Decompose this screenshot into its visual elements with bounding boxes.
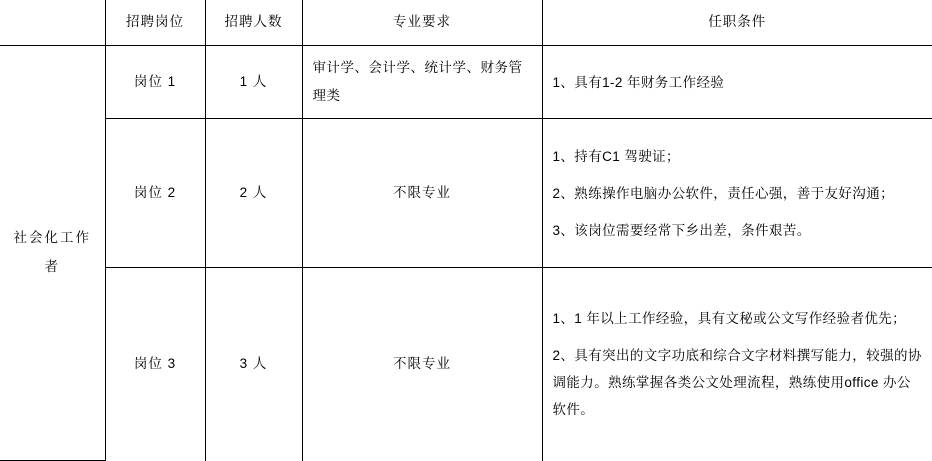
column-header-headcount: 招聘人数 bbox=[205, 0, 302, 45]
table-row bbox=[0, 45, 932, 119]
requirement-item: 2、具有突出的文字功底和综合文字材料撰写能力，较强的协调能力。熟练掌握各类公文处理流程，熟练使用office 办公软件。 bbox=[552, 348, 922, 418]
requirements-cell bbox=[542, 267, 932, 460]
column-header-category bbox=[0, 0, 105, 45]
post-cell: 岗位 2 bbox=[105, 119, 205, 267]
requirement-item: 2、熟练操作电脑办公软件，责任心强，善于友好沟通； bbox=[552, 185, 895, 201]
major-cell: 不限专业 bbox=[302, 267, 542, 460]
headcount-cell: 3 人 bbox=[205, 267, 302, 460]
table-row bbox=[0, 267, 932, 460]
headcount-cell: 1 人 bbox=[205, 45, 302, 119]
column-header-major: 专业要求 bbox=[302, 0, 542, 45]
post-cell: 岗位 1 bbox=[105, 45, 205, 119]
requirements-list bbox=[553, 305, 923, 423]
requirements-list bbox=[553, 69, 923, 96]
requirement-item: 1、持有C1 驾驶证； bbox=[552, 148, 680, 164]
table-row bbox=[0, 119, 932, 267]
column-header-post: 招聘岗位 bbox=[105, 0, 205, 45]
headcount-cell: 2 人 bbox=[205, 119, 302, 267]
column-header-requirements: 任职条件 bbox=[542, 0, 932, 45]
requirements-list bbox=[553, 143, 923, 244]
major-cell: 审计学、会计学、统计学、财务管理类 bbox=[302, 45, 542, 119]
requirements-cell bbox=[542, 45, 932, 119]
requirement-item: 1、1 年以上工作经验，具有文秘或公文写作经验者优先； bbox=[552, 311, 907, 327]
category-cell: 社会化工作者 bbox=[0, 45, 105, 460]
requirement-item: 1、具有1-2 年财务工作经验 bbox=[552, 74, 725, 90]
table-header-row bbox=[0, 0, 932, 45]
major-cell: 不限专业 bbox=[302, 119, 542, 267]
post-cell: 岗位 3 bbox=[105, 267, 205, 460]
requirements-cell bbox=[542, 119, 932, 267]
requirement-item: 3、该岗位需要经常下乡出差，条件艰苦。 bbox=[552, 222, 811, 238]
